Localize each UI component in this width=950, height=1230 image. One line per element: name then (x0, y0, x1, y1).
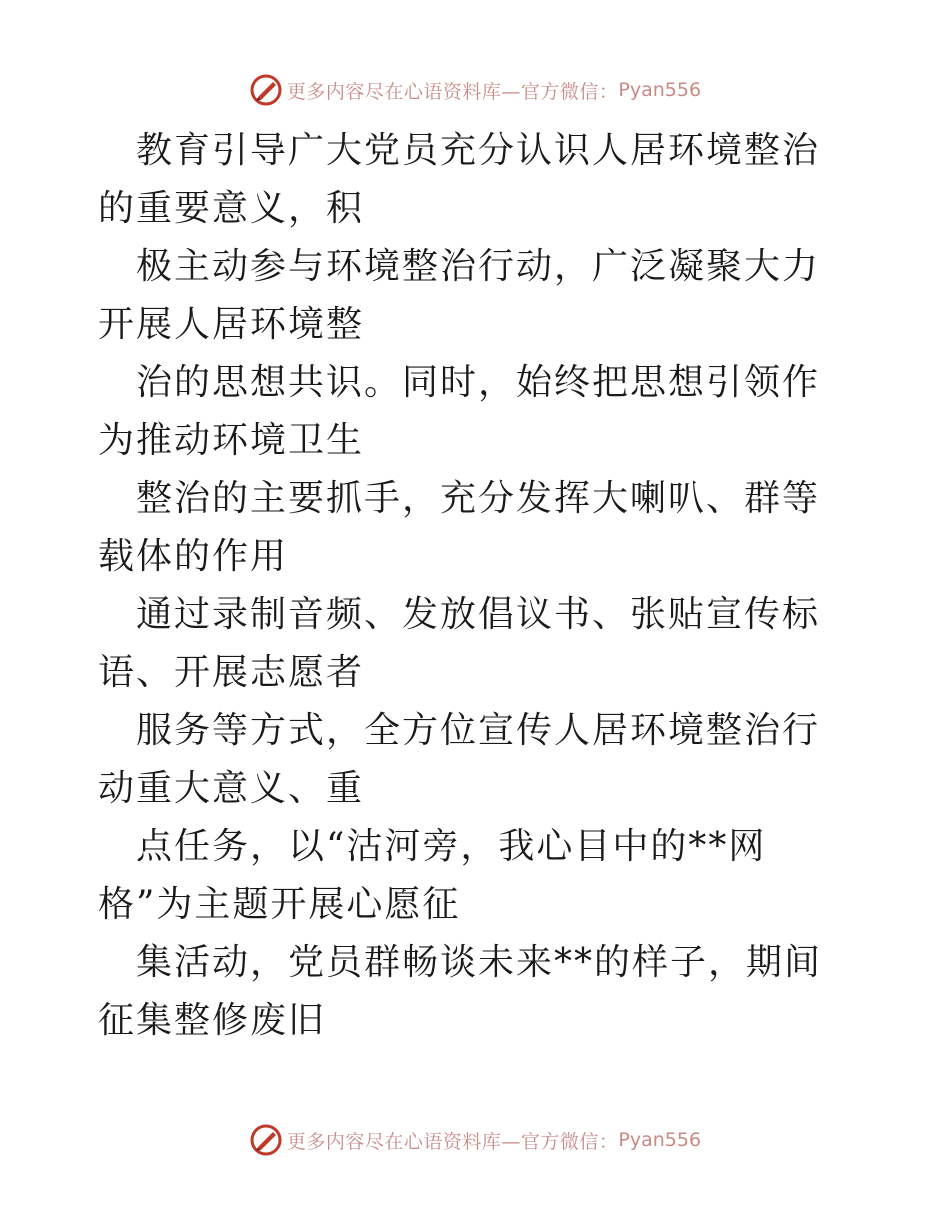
pen-seal-icon (249, 1123, 283, 1157)
watermark-handle: Pyan556 (618, 1129, 702, 1151)
watermark-text: 更多内容尽在心语资料库—官方微信： (286, 1130, 619, 1153)
paragraph: 极主动参与环境整治行动，广泛凝聚大力开展人居环境整 (98, 246, 821, 345)
watermark-text: 更多内容尽在心语资料库—官方微信： (286, 80, 619, 103)
paragraph: 集活动，党员群畅谈未来**的样子，期间征集整修废旧 (98, 942, 823, 1041)
paragraph: 点任务，以“沽河旁，我心目中的**网格”为主题开展心愿征 (98, 826, 767, 925)
footer-watermark (0, 1120, 950, 1160)
paragraph: 治的思想共识。同时，始终把思想引领作为推动环境卫生 (98, 362, 821, 461)
paragraph: 服务等方式，全方位宣传人居环境整治行动重大意义、重 (98, 710, 821, 809)
paragraph: 教育引导广大党员充分认识人居环境整治的重要意义，积 (98, 130, 821, 229)
document-body (0, 122, 950, 1050)
pen-seal-icon (249, 73, 283, 107)
header-watermark (0, 70, 950, 110)
paragraph: 整治的主要抓手，充分发挥大喇叭、群等载体的作用 (98, 478, 821, 577)
watermark-handle: Pyan556 (618, 79, 702, 101)
paragraph: 通过录制音频、发放倡议书、张贴宣传标语、开展志愿者 (98, 594, 821, 693)
